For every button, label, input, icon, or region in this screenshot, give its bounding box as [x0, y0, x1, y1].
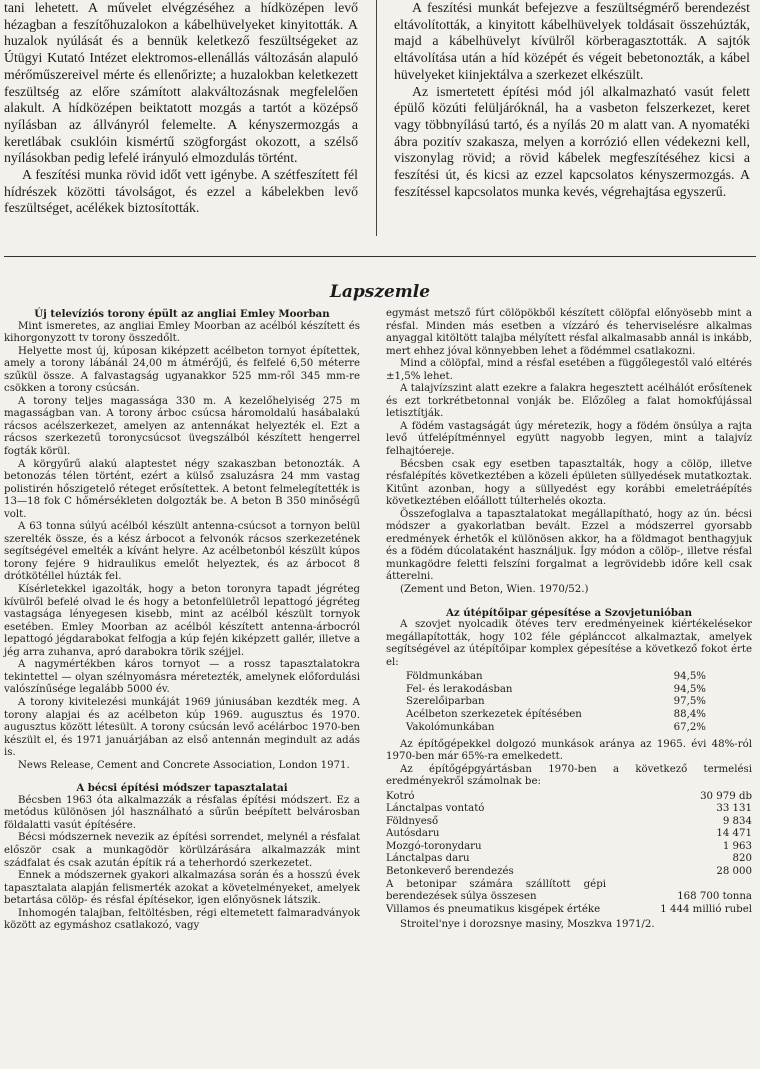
stats-value: 94,5% [673, 671, 706, 683]
stats-row [406, 722, 706, 735]
top-right-column [394, 0, 750, 200]
column-divider [376, 0, 377, 236]
stats-row [386, 879, 752, 904]
article-paragraph: A szovjet nyolcadik ötéves terv eredményeinek kiértékelésekor megállapították, hogy 102 féle géplánccot alkalmaztak, amelyek segítségével az útépítőipar komplex gépesítése a következő fokot érte el: [386, 619, 752, 668]
article-title: Új televíziós torony épült az angliai Emley Moorban [34, 308, 330, 320]
stats-label: Fel- és lerakodásban [406, 683, 513, 695]
article-paragraph: A nagymértékben káros tornyot — a rossz tapasztalatokra tekintettel — olyan szélnyomásra méretezték, amelynek előfordulási valószínűsége legalább 5000 év. [4, 659, 360, 696]
article-source: News Release, Cement and Concrete Association, London 1971. [18, 759, 350, 771]
stats-value: 88,4% [673, 708, 706, 720]
article-paragraph: Bécsben 1963 óta alkalmazzák a résfalas építési módszert. Ez a metódus különösen jól használható a sűrűn beépített belvárosban földalatti vasút építésére. [4, 794, 360, 831]
article-paragraph: A torony teljes magassága 330 m. A kezelőhelyiség 275 m magasságban van. A torony árboc csúcsa háromoldalú hasábalakú rácsos acélszerkezet, amelyen az antennákat helyezték el. Ezt a rácsos szerkezetű toronycsúcsot üvegszálból készített hengerrel fogták körül. [4, 395, 360, 458]
article-paragraph: A talajvízszint alatt ezekre a falakra hegesztett acélhálót erősítenek és ezt torkrétbetonnal vonják be. Előzőleg a falat homokfújással letisztítják. [386, 383, 752, 420]
article-paragraph: Kísérletekkel igazolták, hogy a beton toronyra tapadt jégréteg kívülről befelé olvad le és hogy a betonfelületről lepattogó jégréteg vastagsága lényegesen kisebb, mint az acélból készült tornyok esetében. Emley Moorban az acélból készített antenna-árbocról lepattogó jégdarabokat felfogja a kúp fején kiképzett gallér, illetve a jég arra zuhanva, apró darabokra törik széjjel. [4, 584, 360, 658]
section-title: Lapszemle [329, 282, 431, 302]
top-left-column [4, 0, 358, 217]
stats-label: Villamos és pneumatikus kisgépek értéke [386, 903, 601, 915]
article-paragraph: Az építőgépekkel dolgozó munkások aránya az 1965. évi 48%-ról 1970-ben már 65%-ra emelkedett. [386, 738, 752, 763]
stats-value: 97,5% [673, 696, 706, 708]
stats-row [406, 709, 706, 722]
article-paragraph: Bécsben csak egy esetben tapasztalták, hogy a cölöp, illetve résfalépítés következtében a közeli épületen süllyedések mutatkoztak. Kitűnt azonban, hogy a süllyedést egy korábbi emeletráépítés következtében előállott túlterhelés okozta. [386, 458, 752, 508]
stats-row [386, 791, 752, 804]
stats-value: 168 700 tonna [677, 891, 752, 903]
stats-label: Lánctalpas vontató [386, 803, 485, 815]
stats-label: Autósdaru [386, 828, 440, 840]
article-paragraph: A födém vastagságát úgy méretezik, hogy a födém önsúlya a rajta levő útfelépítménnyel együtt nagyobb legyen, mint a talajvíz felhajtóereje. [386, 420, 752, 458]
stats-row [386, 803, 752, 816]
stats-value: 30 979 db [700, 790, 752, 802]
stats-value: 14 471 [716, 828, 752, 840]
stats-row [406, 684, 706, 697]
article-paragraph: egymást metsző fúrt cölöpökből készített cölöpfal előnyösebb mint a résfal. Minden más esetben a vízzáró és teherviselésre alkalmas anyaggal kitöltött talajba mélyített résfal alkalmasabb annál is inkább, mert ehhez jóval könnyebben lehet a födémmel csatlakozni. [386, 308, 752, 357]
article-source: Stroitel'nye i dorozsnye masiny, Moszkva 1971/2. [400, 918, 655, 930]
top-left-paragraph: tani lehetett. A művelet elvégzéséhez a hídközépen levő hézagban a feszítőhuzalokon a kábelhüvelyeket kinyitották. A huzalok nyúlását és a bennük keletkező feszültségeket az Útügyi Kutató Intézet elektromos-ellenállás változásán alapuló mérőműszereivel mérte és ellenőrizte; a huzalokban keletkezett feszültség az előre számított alakváltozásnak megfelelően alakult. A hídközépen beiktatott mozgás a tartót a középső nyílásban az állványról felemelte. A kényszermozgás a keretlábak csuklóin kismértű szögforgást okozott, a szélső nyílásokban pedig lefelé irányuló elmozdulás történt. [4, 0, 358, 166]
stats-label: Acélbeton szerkezetek építésében [406, 708, 582, 720]
article-paragraph: Mint ismeretes, az angliai Emley Moorban az acélból készített és kihorgonyzott tv torony összedőlt. [4, 320, 360, 345]
production-rows [386, 791, 752, 916]
mechanization-table [406, 671, 706, 734]
stats-label: Vakolómunkában [406, 721, 495, 733]
article-paragraph: Bécsi módszernek nevezik az építési sorrendet, melynél a résfalat először csak a munkagödör körülzárására alkalmazzák mint szádfalat és csak azután építik rá a teherhordó szerkezetet. [4, 832, 360, 869]
article-paragraph: Helyette most új, kúposan kiképzett acélbeton tornyot építettek, amely a torony lábánál 24,00 m átmérőjű, és felfelé 6,50 méterre szűkül össze. A falvastagság ugyanakkor 525 mm-ről 345 mm-re csökken a torony csúcsán. [4, 345, 360, 395]
article-paragraph: Inhomogén talajban, feltöltésben, régi eltemetett falmaradványok között az egymáshoz csatlakozó, vagy [4, 907, 360, 932]
article-paragraph: A 63 tonna súlyú acélból készült antenna-csúcsot a tornyon belül szerelték össze, és a kész árbocot a felvonók rácsos szerkezetének segítségével emelték a kívánt helyre. Az acélbetonból készült kúpos torony fejére 9 hidraulikus emelőt helyeztek, és az árbocot 8 drótkötéllel húzták fel. [4, 521, 360, 583]
stats-label: Szerelőiparban [406, 696, 485, 708]
bottom-left-column [4, 308, 360, 933]
stats-value: 820 [732, 853, 752, 865]
article-paragraph: A körgyűrű alakú alaptestet négy szakaszban betonozták. A betonozás télen történt, ezért a külső zsaluzásra 24 mm vastag polistirén hőszigetelő réteget erősítettek. A betont felmelegítették is 13—18 fok C hőmérsékleten dolgozták be. A beton B 350 minőségű volt. [4, 458, 360, 520]
stats-value: 9 834 [722, 815, 752, 827]
top-left-paragraph: A feszítési munka rövid időt vett igénybe. A szétfeszített fél hídrészek közötti távolságot, és ezzel a kábelekben levő feszültséget, acélékek biztosították. [4, 167, 358, 216]
article-paragraph: Az építőgépgyártásban 1970-ben a következő termelési eredményekről számolnak be: [386, 763, 752, 788]
bottom-right-column [386, 308, 752, 931]
stats-row [386, 828, 752, 841]
article-paragraph: A torony kivitelezési munkáját 1969 júniusában kezdték meg. A torony alapjai és az acélbeton kúp 1969. augusztus és 1970. augusztus között létesült. A torony csúcsán levő acélárboc 1970-ben készült el, és 1971 januárjában az első antennán megindult az adás is. [4, 696, 360, 759]
top-right-paragraph: Az ismertetett építési mód jól alkalmazható vasút felett épülő közúti felüljáróknál, ha a vasbeton felszerkezet, keret vagy többnyílású tartó, és a nyílás 20 m alatt van. A nyomatéki ábra pozitív szakasza, melyen a korrózió ellen védekezni kell, viszonylag rövid; a rövid kábelek megfeszítéséhez kicsi a feszítési út, és kicsi az ezzel kapcsolatos kényszermozgás. A feszítéssel kapcsolatos munka kevés, végrehajtása egyszerű. [394, 83, 750, 199]
section-rule [4, 256, 756, 257]
article-title: Az útépítőipar gépesítése a Szovjetunióban [445, 606, 693, 619]
stats-label: Földnyeső [386, 815, 439, 827]
stats-value: 33 131 [716, 803, 752, 815]
stats-row [386, 816, 752, 829]
stats-value: 67,2% [673, 721, 706, 733]
production-table [386, 791, 752, 917]
stats-label: Kotró [386, 790, 415, 802]
stats-row [386, 853, 752, 866]
stats-label: A betonipar számára szállított gépi berendezések súlya összesen [386, 878, 606, 903]
top-right-paragraph: A feszítési munkát befejezve a feszültségmérő berendezést eltávolították, a kinyitott kábelhüvelyek toldásait összehúzták, majd a kábelhüvelyt kívülről körberagasztották. A sajtók eltávolítása után a híd középét és végeit bebetonozták, a kábel hüvelyeket kiinjektálva a szerkezet elkészült. [394, 0, 750, 82]
stats-value: 28 000 [716, 866, 752, 878]
stats-label: Betonkeverő berendezés [386, 866, 514, 878]
top-text-block [0, 0, 760, 236]
stats-label: Mozgó-toronydaru [386, 840, 482, 852]
stats-value: 94,5% [673, 683, 706, 695]
stats-value: 1 963 [722, 840, 752, 852]
stats-row [386, 866, 752, 879]
article-source: (Zement und Beton, Wien. 1970/52.) [400, 584, 589, 596]
stats-label: Lánctalpas daru [386, 853, 470, 865]
article-paragraph: Mind a cölöpfal, mind a résfal esetében a függőlegestől való eltérés ±1,5% lehet. [386, 358, 752, 382]
article-paragraph: Ennek a módszernek gyakori alkalmazása során és a hosszú évek tapasztalata alapján felismerték azokat a követelményeket, amelyek betartása cölöp- és résfal építésekor, igen előnyösnek látszik. [4, 870, 360, 907]
article-paragraph: Összefoglalva a tapasztalatokat megállapítható, hogy az ún. bécsi módszer a gyakorlatban bevált. Ezzel a módszerrel gyorsabb eredmények érhetők el különösen akkor, ha a földmagot benthagyjuk és a födém dúcolataként használjuk. Így módon a cölöp-, illetve résfal munkagödre feletti felszíni forgalmat a legrövidebb időre kell csak átterelni. [386, 508, 752, 583]
stats-row [406, 671, 706, 684]
article-title: A bécsi építési módszer tapasztalatai [76, 782, 288, 795]
stats-row [386, 904, 752, 917]
stats-row [386, 841, 752, 854]
stats-row [406, 696, 706, 709]
stats-label: Földmunkában [406, 671, 483, 683]
stats-value: 1 444 millió rubel [660, 903, 752, 915]
mechanization-rows [406, 671, 706, 734]
